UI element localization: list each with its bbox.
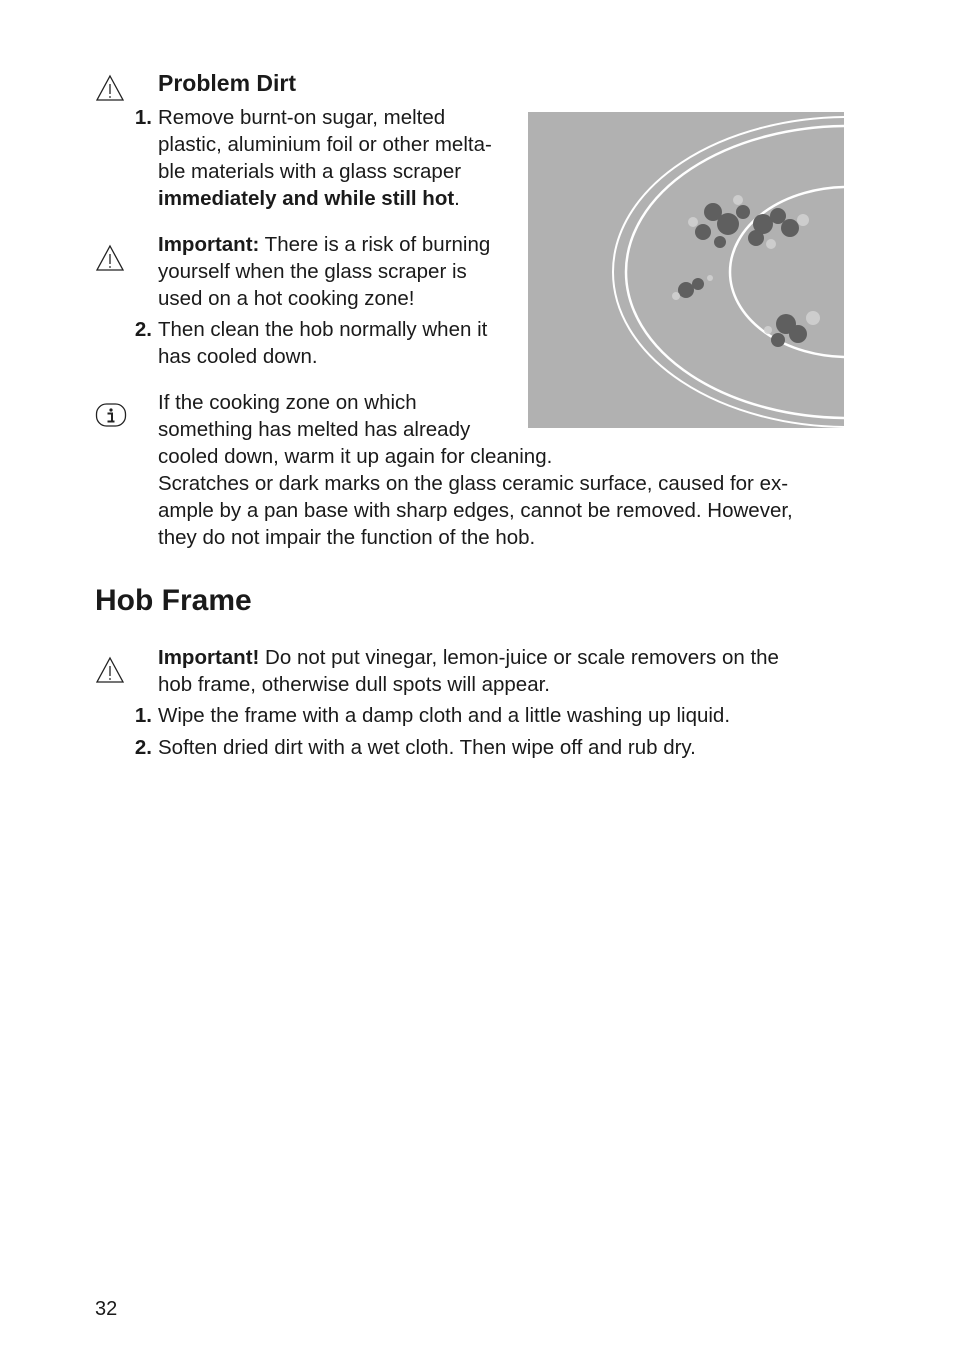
warning-triangle-icon [95, 73, 125, 103]
text-line: There is a risk of burning [259, 233, 491, 256]
text-line: ble materials with a glass scraper [158, 160, 462, 183]
text-line: Do not put vinegar, lemon-juice or scale removers on the [259, 646, 779, 669]
info-icon [95, 401, 127, 429]
section-heading-problem-dirt: Problem Dirt [158, 70, 297, 96]
step-1-text [158, 104, 528, 212]
text-end: . [454, 187, 460, 210]
warning-label: Important: [158, 233, 260, 256]
text-line: hob frame, otherwise dull spots will appear. [158, 673, 550, 696]
step-1-text: Wipe the frame with a damp cloth and a little washing up liquid. [158, 704, 731, 727]
hob-dirt-illustration [528, 112, 844, 428]
text-line: cooled down, warm it up again for cleaning. [158, 445, 553, 468]
section-heading-hob-frame: Hob Frame [95, 584, 252, 617]
text-line: Scratches or dark marks on the glass ceramic surface, caused for ex- [158, 472, 789, 495]
text-line: Remove burnt-on sugar, melted [158, 106, 446, 129]
text-line: yourself when the glass scraper is [158, 260, 467, 283]
step-number: 2. [134, 736, 152, 759]
warning-label: Important! [158, 646, 260, 669]
step-number: 2. [134, 318, 152, 341]
text-line: used on a hot cooking zone! [158, 287, 415, 310]
text-line: If the cooking zone on which [158, 391, 417, 414]
text-line: something has melted has already [158, 418, 471, 441]
melted-residue [678, 203, 807, 347]
step-number: 1. [134, 704, 152, 727]
text-line: ample by a pan base with sharp edges, cannot be removed. However, [158, 499, 793, 522]
warning-triangle-icon [95, 655, 125, 685]
text-line: they do not impair the function of the hob. [158, 526, 536, 549]
emphasis-text: immediately and while still hot [158, 187, 455, 210]
step-number: 1. [134, 106, 152, 129]
page-number: 32 [95, 1298, 118, 1320]
text-line: plastic, aluminium foil or other melta- [158, 133, 492, 156]
warning-triangle-icon [95, 243, 125, 273]
warning-note [158, 644, 878, 698]
step-2-text [158, 316, 528, 370]
warning-note [158, 231, 528, 312]
text-line: has cooled down. [158, 345, 318, 368]
text-line: Then clean the hob normally when it [158, 318, 488, 341]
step-2-text: Soften dried dirt with a wet cloth. Then wipe off and rub dry. [158, 736, 696, 759]
